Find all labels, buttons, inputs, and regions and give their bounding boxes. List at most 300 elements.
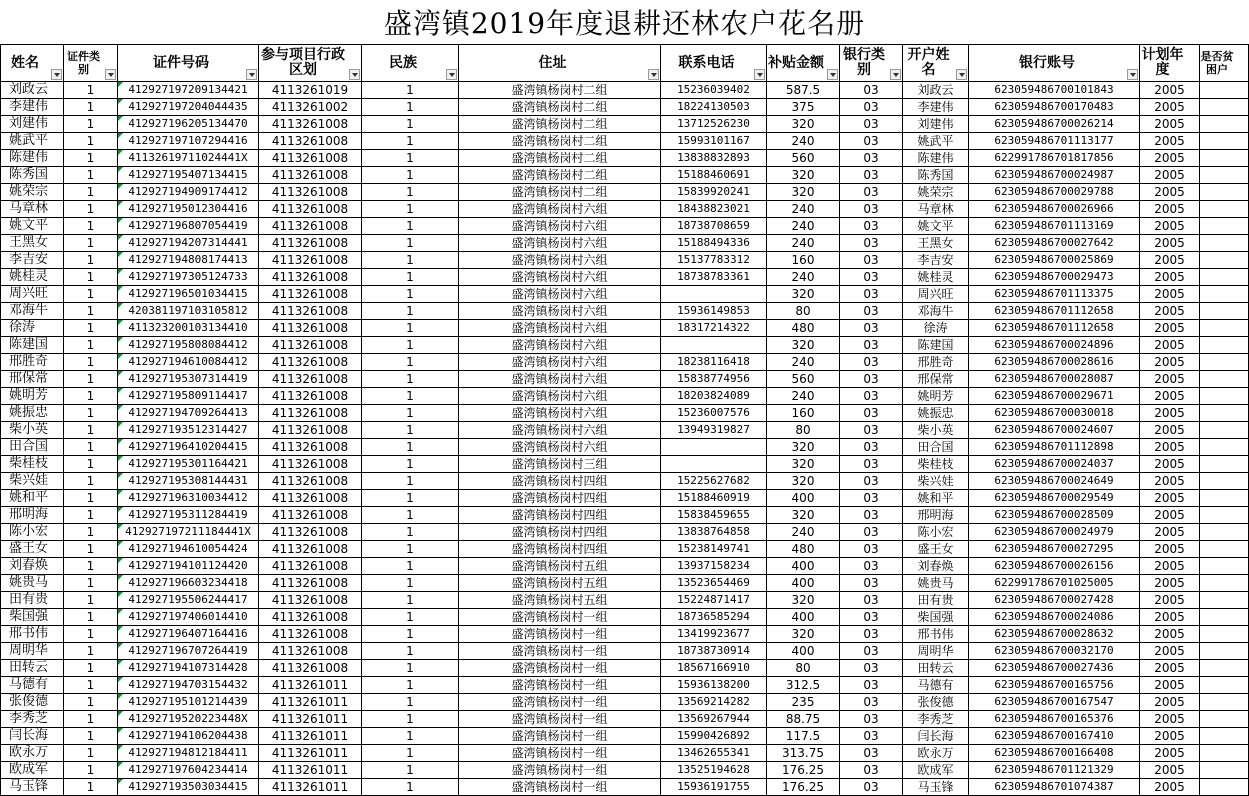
cell-name[interactable]: 张俊德	[1, 694, 64, 711]
cell-id-number[interactable]: 412927197107294416	[118, 133, 259, 150]
cell-account-holder[interactable]: 陈小宏	[903, 524, 969, 541]
cell-poverty-household[interactable]	[1200, 218, 1249, 235]
cell-bank-account[interactable]: 623059486701112658	[969, 303, 1140, 320]
cell-admin-region[interactable]: 4113261008	[259, 167, 362, 184]
cell-bank-account[interactable]: 623059486700028087	[969, 371, 1140, 388]
cell-bank-type[interactable]: 03	[840, 694, 903, 711]
cell-id-number[interactable]: 412927196407164416	[118, 626, 259, 643]
cell-address[interactable]: 盛湾镇杨岗村六组	[459, 388, 661, 405]
cell-address[interactable]: 盛湾镇杨岗村四组	[459, 507, 661, 524]
cell-poverty-household[interactable]	[1200, 507, 1249, 524]
cell-id-number[interactable]: 412927197211184441X	[118, 524, 259, 541]
cell-phone[interactable]: 13949319827	[661, 422, 767, 439]
cell-poverty-household[interactable]	[1200, 252, 1249, 269]
cell-id-number[interactable]: 412927195809114417	[118, 388, 259, 405]
cell-poverty-household[interactable]	[1200, 388, 1249, 405]
cell-poverty-household[interactable]	[1200, 371, 1249, 388]
cell-bank-account[interactable]: 623059486700029549	[969, 490, 1140, 507]
cell-id-type[interactable]: 1	[64, 779, 118, 796]
cell-bank-type[interactable]: 03	[840, 235, 903, 252]
cell-ethnicity[interactable]: 1	[362, 626, 459, 643]
cell-bank-account[interactable]: 623059486700032170	[969, 643, 1140, 660]
cell-id-type[interactable]: 1	[64, 201, 118, 218]
cell-poverty-household[interactable]	[1200, 286, 1249, 303]
cell-name[interactable]: 姚贵马	[1, 575, 64, 592]
cell-subsidy-amount[interactable]: 560	[767, 150, 840, 167]
cell-id-number[interactable]: 412927194610084412	[118, 354, 259, 371]
filter-dropdown-icon[interactable]	[648, 69, 659, 80]
cell-phone[interactable]: 13569267944	[661, 711, 767, 728]
cell-account-holder[interactable]: 姚明芳	[903, 388, 969, 405]
cell-poverty-household[interactable]	[1200, 269, 1249, 286]
cell-bank-account[interactable]: 623059486701113169	[969, 218, 1140, 235]
filter-dropdown-icon[interactable]	[890, 69, 901, 80]
cell-id-type[interactable]: 1	[64, 473, 118, 490]
cell-phone[interactable]: 18238116418	[661, 354, 767, 371]
cell-id-number[interactable]: 412927195506244417	[118, 592, 259, 609]
cell-poverty-household[interactable]	[1200, 592, 1249, 609]
cell-account-holder[interactable]: 柴桂枝	[903, 456, 969, 473]
cell-phone[interactable]: 15236007576	[661, 405, 767, 422]
cell-plan-year[interactable]: 2005	[1140, 626, 1200, 643]
cell-poverty-household[interactable]	[1200, 728, 1249, 745]
cell-subsidy-amount[interactable]: 312.5	[767, 677, 840, 694]
cell-bank-type[interactable]: 03	[840, 626, 903, 643]
cell-id-type[interactable]: 1	[64, 728, 118, 745]
cell-ethnicity[interactable]: 1	[362, 694, 459, 711]
cell-subsidy-amount[interactable]: 320	[767, 286, 840, 303]
cell-name[interactable]: 陈小宏	[1, 524, 64, 541]
cell-bank-account[interactable]: 623059486700028616	[969, 354, 1140, 371]
cell-id-number[interactable]: 412927195012304416	[118, 201, 259, 218]
cell-bank-account[interactable]: 623059486700024037	[969, 456, 1140, 473]
cell-plan-year[interactable]: 2005	[1140, 677, 1200, 694]
cell-id-number[interactable]: 412927194812184411	[118, 745, 259, 762]
cell-poverty-household[interactable]	[1200, 524, 1249, 541]
cell-id-number[interactable]: 412927197209134421	[118, 82, 259, 99]
cell-id-type[interactable]: 1	[64, 592, 118, 609]
cell-subsidy-amount[interactable]: 160	[767, 405, 840, 422]
cell-plan-year[interactable]: 2005	[1140, 235, 1200, 252]
cell-account-holder[interactable]: 姚振忠	[903, 405, 969, 422]
cell-ethnicity[interactable]: 1	[362, 388, 459, 405]
cell-plan-year[interactable]: 2005	[1140, 541, 1200, 558]
cell-subsidy-amount[interactable]: 400	[767, 609, 840, 626]
cell-name[interactable]: 马章林	[1, 201, 64, 218]
cell-plan-year[interactable]: 2005	[1140, 609, 1200, 626]
cell-poverty-household[interactable]	[1200, 354, 1249, 371]
cell-id-type[interactable]: 1	[64, 575, 118, 592]
cell-address[interactable]: 盛湾镇杨岗村六组	[459, 337, 661, 354]
cell-id-number[interactable]: 412927195301164421	[118, 456, 259, 473]
cell-id-number[interactable]: 412927195101214439	[118, 694, 259, 711]
cell-admin-region[interactable]: 4113261011	[259, 728, 362, 745]
cell-plan-year[interactable]: 2005	[1140, 150, 1200, 167]
cell-admin-region[interactable]: 4113261008	[259, 558, 362, 575]
cell-phone[interactable]: 15238149741	[661, 541, 767, 558]
cell-address[interactable]: 盛湾镇杨岗村四组	[459, 473, 661, 490]
cell-bank-account[interactable]: 623059486700029671	[969, 388, 1140, 405]
cell-id-type[interactable]: 1	[64, 422, 118, 439]
cell-plan-year[interactable]: 2005	[1140, 456, 1200, 473]
cell-name[interactable]: 刘春焕	[1, 558, 64, 575]
cell-id-type[interactable]: 1	[64, 388, 118, 405]
cell-bank-account[interactable]: 623059486701121329	[969, 762, 1140, 779]
cell-id-type[interactable]: 1	[64, 303, 118, 320]
cell-plan-year[interactable]: 2005	[1140, 507, 1200, 524]
cell-address[interactable]: 盛湾镇杨岗村六组	[459, 422, 661, 439]
cell-ethnicity[interactable]: 1	[362, 762, 459, 779]
cell-account-holder[interactable]: 柴兴娃	[903, 473, 969, 490]
cell-id-number[interactable]: 412927194207314441	[118, 235, 259, 252]
cell-admin-region[interactable]: 4113261011	[259, 694, 362, 711]
cell-phone[interactable]: 15224871417	[661, 592, 767, 609]
cell-bank-account[interactable]: 623059486700024086	[969, 609, 1140, 626]
cell-admin-region[interactable]: 4113261008	[259, 218, 362, 235]
cell-subsidy-amount[interactable]: 240	[767, 235, 840, 252]
cell-account-holder[interactable]: 闫长海	[903, 728, 969, 745]
cell-id-number[interactable]: 412927194909174412	[118, 184, 259, 201]
cell-bank-type[interactable]: 03	[840, 269, 903, 286]
cell-bank-type[interactable]: 03	[840, 150, 903, 167]
cell-poverty-household[interactable]	[1200, 422, 1249, 439]
cell-name[interactable]: 盛王女	[1, 541, 64, 558]
cell-name[interactable]: 姚荣宗	[1, 184, 64, 201]
cell-id-type[interactable]: 1	[64, 541, 118, 558]
cell-id-number[interactable]: 412927194703154432	[118, 677, 259, 694]
cell-address[interactable]: 盛湾镇杨岗村六组	[459, 354, 661, 371]
cell-poverty-household[interactable]	[1200, 150, 1249, 167]
cell-address[interactable]: 盛湾镇杨岗村六组	[459, 405, 661, 422]
cell-account-holder[interactable]: 盛王女	[903, 541, 969, 558]
filter-dropdown-icon[interactable]	[105, 69, 116, 80]
cell-admin-region[interactable]: 4113261008	[259, 354, 362, 371]
cell-subsidy-amount[interactable]: 320	[767, 184, 840, 201]
cell-phone[interactable]: 13838764858	[661, 524, 767, 541]
cell-address[interactable]: 盛湾镇杨岗村六组	[459, 439, 661, 456]
cell-phone[interactable]: 13523654469	[661, 575, 767, 592]
cell-account-holder[interactable]: 李秀芝	[903, 711, 969, 728]
cell-poverty-household[interactable]	[1200, 303, 1249, 320]
cell-bank-type[interactable]: 03	[840, 439, 903, 456]
cell-name[interactable]: 田合国	[1, 439, 64, 456]
cell-name[interactable]: 李秀芝	[1, 711, 64, 728]
cell-phone[interactable]: 13419923677	[661, 626, 767, 643]
cell-subsidy-amount[interactable]: 480	[767, 320, 840, 337]
cell-bank-type[interactable]: 03	[840, 218, 903, 235]
cell-subsidy-amount[interactable]: 320	[767, 439, 840, 456]
cell-bank-account[interactable]: 623059486700024979	[969, 524, 1140, 541]
cell-subsidy-amount[interactable]: 240	[767, 201, 840, 218]
cell-id-type[interactable]: 1	[64, 235, 118, 252]
cell-plan-year[interactable]: 2005	[1140, 524, 1200, 541]
filter-dropdown-icon[interactable]	[246, 69, 257, 80]
cell-account-holder[interactable]: 马章林	[903, 201, 969, 218]
cell-admin-region[interactable]: 4113261008	[259, 422, 362, 439]
cell-account-holder[interactable]: 邓海牛	[903, 303, 969, 320]
cell-phone[interactable]: 13838832893	[661, 150, 767, 167]
cell-bank-account[interactable]: 623059486700101843	[969, 82, 1140, 99]
cell-bank-type[interactable]: 03	[840, 507, 903, 524]
cell-bank-type[interactable]: 03	[840, 422, 903, 439]
cell-admin-region[interactable]: 4113261008	[259, 575, 362, 592]
cell-poverty-household[interactable]	[1200, 558, 1249, 575]
cell-plan-year[interactable]: 2005	[1140, 371, 1200, 388]
cell-id-type[interactable]: 1	[64, 167, 118, 184]
cell-ethnicity[interactable]: 1	[362, 558, 459, 575]
cell-id-number[interactable]: 412927193512314427	[118, 422, 259, 439]
cell-ethnicity[interactable]: 1	[362, 405, 459, 422]
cell-account-holder[interactable]: 姚贵马	[903, 575, 969, 592]
cell-admin-region[interactable]: 4113261008	[259, 473, 362, 490]
cell-bank-account[interactable]: 623059486700026966	[969, 201, 1140, 218]
cell-poverty-household[interactable]	[1200, 405, 1249, 422]
cell-id-type[interactable]: 1	[64, 116, 118, 133]
cell-phone[interactable]: 15236039402	[661, 82, 767, 99]
cell-address[interactable]: 盛湾镇杨岗村一组	[459, 626, 661, 643]
cell-subsidy-amount[interactable]: 240	[767, 133, 840, 150]
cell-ethnicity[interactable]: 1	[362, 779, 459, 796]
cell-bank-account[interactable]: 623059486700024649	[969, 473, 1140, 490]
cell-id-number[interactable]: 412927194106204438	[118, 728, 259, 745]
cell-admin-region[interactable]: 4113261008	[259, 456, 362, 473]
cell-bank-account[interactable]: 623059486701113177	[969, 133, 1140, 150]
cell-address[interactable]: 盛湾镇杨岗村二组	[459, 99, 661, 116]
cell-id-type[interactable]: 1	[64, 507, 118, 524]
cell-poverty-household[interactable]	[1200, 439, 1249, 456]
cell-account-holder[interactable]: 田有贵	[903, 592, 969, 609]
cell-name[interactable]: 马玉锋	[1, 779, 64, 796]
cell-name[interactable]: 姚和平	[1, 490, 64, 507]
cell-poverty-household[interactable]	[1200, 116, 1249, 133]
cell-admin-region[interactable]: 4113261019	[259, 82, 362, 99]
cell-bank-type[interactable]: 03	[840, 660, 903, 677]
cell-subsidy-amount[interactable]: 88.75	[767, 711, 840, 728]
cell-admin-region[interactable]: 4113261002	[259, 99, 362, 116]
cell-bank-type[interactable]: 03	[840, 728, 903, 745]
cell-plan-year[interactable]: 2005	[1140, 337, 1200, 354]
cell-address[interactable]: 盛湾镇杨岗村二组	[459, 82, 661, 99]
cell-address[interactable]: 盛湾镇杨岗村四组	[459, 541, 661, 558]
cell-plan-year[interactable]: 2005	[1140, 82, 1200, 99]
cell-phone[interactable]: 18203824089	[661, 388, 767, 405]
cell-bank-type[interactable]: 03	[840, 677, 903, 694]
cell-name[interactable]: 柴国强	[1, 609, 64, 626]
cell-subsidy-amount[interactable]: 235	[767, 694, 840, 711]
cell-plan-year[interactable]: 2005	[1140, 167, 1200, 184]
cell-address[interactable]: 盛湾镇杨岗村一组	[459, 609, 661, 626]
cell-ethnicity[interactable]: 1	[362, 82, 459, 99]
cell-poverty-household[interactable]	[1200, 711, 1249, 728]
cell-poverty-household[interactable]	[1200, 201, 1249, 218]
cell-ethnicity[interactable]: 1	[362, 167, 459, 184]
cell-id-type[interactable]: 1	[64, 286, 118, 303]
cell-phone[interactable]: 13525194628	[661, 762, 767, 779]
cell-id-type[interactable]: 1	[64, 252, 118, 269]
cell-ethnicity[interactable]: 1	[362, 473, 459, 490]
cell-ethnicity[interactable]: 1	[362, 439, 459, 456]
cell-ethnicity[interactable]: 1	[362, 524, 459, 541]
cell-name[interactable]: 邢保常	[1, 371, 64, 388]
cell-address[interactable]: 盛湾镇杨岗村六组	[459, 371, 661, 388]
cell-id-type[interactable]: 1	[64, 405, 118, 422]
cell-phone[interactable]	[661, 337, 767, 354]
cell-bank-type[interactable]: 03	[840, 337, 903, 354]
cell-phone[interactable]: 15838459655	[661, 507, 767, 524]
cell-account-holder[interactable]: 陈秀国	[903, 167, 969, 184]
cell-name[interactable]: 姚桂灵	[1, 269, 64, 286]
cell-admin-region[interactable]: 4113261011	[259, 762, 362, 779]
cell-bank-type[interactable]: 03	[840, 524, 903, 541]
cell-subsidy-amount[interactable]: 320	[767, 507, 840, 524]
cell-bank-type[interactable]: 03	[840, 252, 903, 269]
cell-account-holder[interactable]: 李吉安	[903, 252, 969, 269]
filter-dropdown-icon[interactable]	[956, 69, 967, 80]
cell-plan-year[interactable]: 2005	[1140, 439, 1200, 456]
cell-plan-year[interactable]: 2005	[1140, 388, 1200, 405]
cell-plan-year[interactable]: 2005	[1140, 490, 1200, 507]
cell-bank-account[interactable]: 623059486700029788	[969, 184, 1140, 201]
cell-admin-region[interactable]: 4113261008	[259, 201, 362, 218]
cell-account-holder[interactable]: 周兴旺	[903, 286, 969, 303]
cell-address[interactable]: 盛湾镇杨岗村二组	[459, 133, 661, 150]
cell-phone[interactable]: 15137783312	[661, 252, 767, 269]
cell-name[interactable]: 陈秀国	[1, 167, 64, 184]
cell-id-number[interactable]: 412927197604234414	[118, 762, 259, 779]
cell-bank-type[interactable]: 03	[840, 779, 903, 796]
cell-bank-type[interactable]: 03	[840, 116, 903, 133]
cell-id-number[interactable]: 412927194107314428	[118, 660, 259, 677]
cell-subsidy-amount[interactable]: 400	[767, 575, 840, 592]
cell-bank-type[interactable]: 03	[840, 320, 903, 337]
cell-bank-account[interactable]: 623059486700027295	[969, 541, 1140, 558]
cell-name[interactable]: 姚武平	[1, 133, 64, 150]
cell-admin-region[interactable]: 4113261008	[259, 660, 362, 677]
cell-address[interactable]: 盛湾镇杨岗村六组	[459, 269, 661, 286]
cell-subsidy-amount[interactable]: 240	[767, 218, 840, 235]
cell-ethnicity[interactable]: 1	[362, 728, 459, 745]
cell-id-type[interactable]: 1	[64, 626, 118, 643]
cell-bank-account[interactable]: 623059486700027436	[969, 660, 1140, 677]
cell-phone[interactable]: 15839920241	[661, 184, 767, 201]
cell-account-holder[interactable]: 姚桂灵	[903, 269, 969, 286]
cell-poverty-household[interactable]	[1200, 541, 1249, 558]
cell-address[interactable]: 盛湾镇杨岗村一组	[459, 711, 661, 728]
cell-plan-year[interactable]: 2005	[1140, 779, 1200, 796]
cell-subsidy-amount[interactable]: 240	[767, 388, 840, 405]
cell-bank-type[interactable]: 03	[840, 405, 903, 422]
cell-admin-region[interactable]: 4113261008	[259, 609, 362, 626]
cell-admin-region[interactable]: 4113261008	[259, 592, 362, 609]
cell-address[interactable]: 盛湾镇杨岗村一组	[459, 677, 661, 694]
cell-ethnicity[interactable]: 1	[362, 422, 459, 439]
cell-bank-type[interactable]: 03	[840, 133, 903, 150]
cell-poverty-household[interactable]	[1200, 235, 1249, 252]
cell-id-number[interactable]: 412927197204044435	[118, 99, 259, 116]
cell-bank-type[interactable]: 03	[840, 167, 903, 184]
cell-phone[interactable]	[661, 456, 767, 473]
cell-poverty-household[interactable]	[1200, 133, 1249, 150]
cell-ethnicity[interactable]: 1	[362, 711, 459, 728]
cell-bank-type[interactable]: 03	[840, 473, 903, 490]
cell-subsidy-amount[interactable]: 480	[767, 541, 840, 558]
cell-subsidy-amount[interactable]: 320	[767, 337, 840, 354]
cell-admin-region[interactable]: 4113261008	[259, 439, 362, 456]
cell-address[interactable]: 盛湾镇杨岗村一组	[459, 728, 661, 745]
cell-bank-type[interactable]: 03	[840, 745, 903, 762]
cell-ethnicity[interactable]: 1	[362, 320, 459, 337]
cell-phone[interactable]: 18736585294	[661, 609, 767, 626]
cell-bank-account[interactable]: 623059486700165376	[969, 711, 1140, 728]
cell-id-number[interactable]: 412927196501034415	[118, 286, 259, 303]
cell-address[interactable]: 盛湾镇杨岗村二组	[459, 116, 661, 133]
cell-id-number[interactable]: 412927195311284419	[118, 507, 259, 524]
cell-ethnicity[interactable]: 1	[362, 745, 459, 762]
cell-account-holder[interactable]: 邢胜奇	[903, 354, 969, 371]
cell-bank-account[interactable]: 623059486700024987	[969, 167, 1140, 184]
cell-id-type[interactable]: 1	[64, 354, 118, 371]
cell-address[interactable]: 盛湾镇杨岗村六组	[459, 286, 661, 303]
cell-phone[interactable]: 13569214282	[661, 694, 767, 711]
cell-phone[interactable]: 15936138200	[661, 677, 767, 694]
cell-bank-account[interactable]: 623059486700028509	[969, 507, 1140, 524]
cell-phone[interactable]: 18317214322	[661, 320, 767, 337]
cell-subsidy-amount[interactable]: 320	[767, 116, 840, 133]
cell-id-number[interactable]: 412927195808084412	[118, 337, 259, 354]
cell-ethnicity[interactable]: 1	[362, 456, 459, 473]
filter-dropdown-icon[interactable]	[1127, 69, 1138, 80]
cell-id-number[interactable]: 412927196310034412	[118, 490, 259, 507]
cell-plan-year[interactable]: 2005	[1140, 252, 1200, 269]
cell-bank-account[interactable]: 623059486701112898	[969, 439, 1140, 456]
cell-ethnicity[interactable]: 1	[362, 252, 459, 269]
cell-subsidy-amount[interactable]: 400	[767, 558, 840, 575]
cell-poverty-household[interactable]	[1200, 745, 1249, 762]
cell-name[interactable]: 田转云	[1, 660, 64, 677]
cell-admin-region[interactable]: 4113261008	[259, 252, 362, 269]
cell-poverty-household[interactable]	[1200, 694, 1249, 711]
cell-id-type[interactable]: 1	[64, 558, 118, 575]
cell-phone[interactable]: 15990426892	[661, 728, 767, 745]
cell-name[interactable]: 陈建伟	[1, 150, 64, 167]
cell-bank-account[interactable]: 623059486700167410	[969, 728, 1140, 745]
cell-poverty-household[interactable]	[1200, 762, 1249, 779]
cell-bank-account[interactable]: 623059486700026214	[969, 116, 1140, 133]
cell-id-type[interactable]: 1	[64, 320, 118, 337]
cell-ethnicity[interactable]: 1	[362, 643, 459, 660]
cell-id-type[interactable]: 1	[64, 218, 118, 235]
cell-phone[interactable]: 15936191755	[661, 779, 767, 796]
cell-admin-region[interactable]: 4113261008	[259, 320, 362, 337]
cell-admin-region[interactable]: 4113261008	[259, 371, 362, 388]
cell-bank-account[interactable]: 623059486700029473	[969, 269, 1140, 286]
cell-admin-region[interactable]: 4113261008	[259, 269, 362, 286]
cell-plan-year[interactable]: 2005	[1140, 303, 1200, 320]
cell-account-holder[interactable]: 欧永万	[903, 745, 969, 762]
cell-bank-account[interactable]: 623059486700027642	[969, 235, 1140, 252]
cell-id-number[interactable]: 412927196205134470	[118, 116, 259, 133]
cell-address[interactable]: 盛湾镇杨岗村一组	[459, 660, 661, 677]
cell-id-number[interactable]: 412927197305124733	[118, 269, 259, 286]
cell-phone[interactable]: 18438823021	[661, 201, 767, 218]
cell-plan-year[interactable]: 2005	[1140, 133, 1200, 150]
cell-id-number[interactable]: 412927193503034415	[118, 779, 259, 796]
cell-poverty-household[interactable]	[1200, 677, 1249, 694]
cell-address[interactable]: 盛湾镇杨岗村六组	[459, 303, 661, 320]
cell-admin-region[interactable]: 4113261008	[259, 303, 362, 320]
cell-poverty-household[interactable]	[1200, 660, 1249, 677]
cell-name[interactable]: 马德有	[1, 677, 64, 694]
